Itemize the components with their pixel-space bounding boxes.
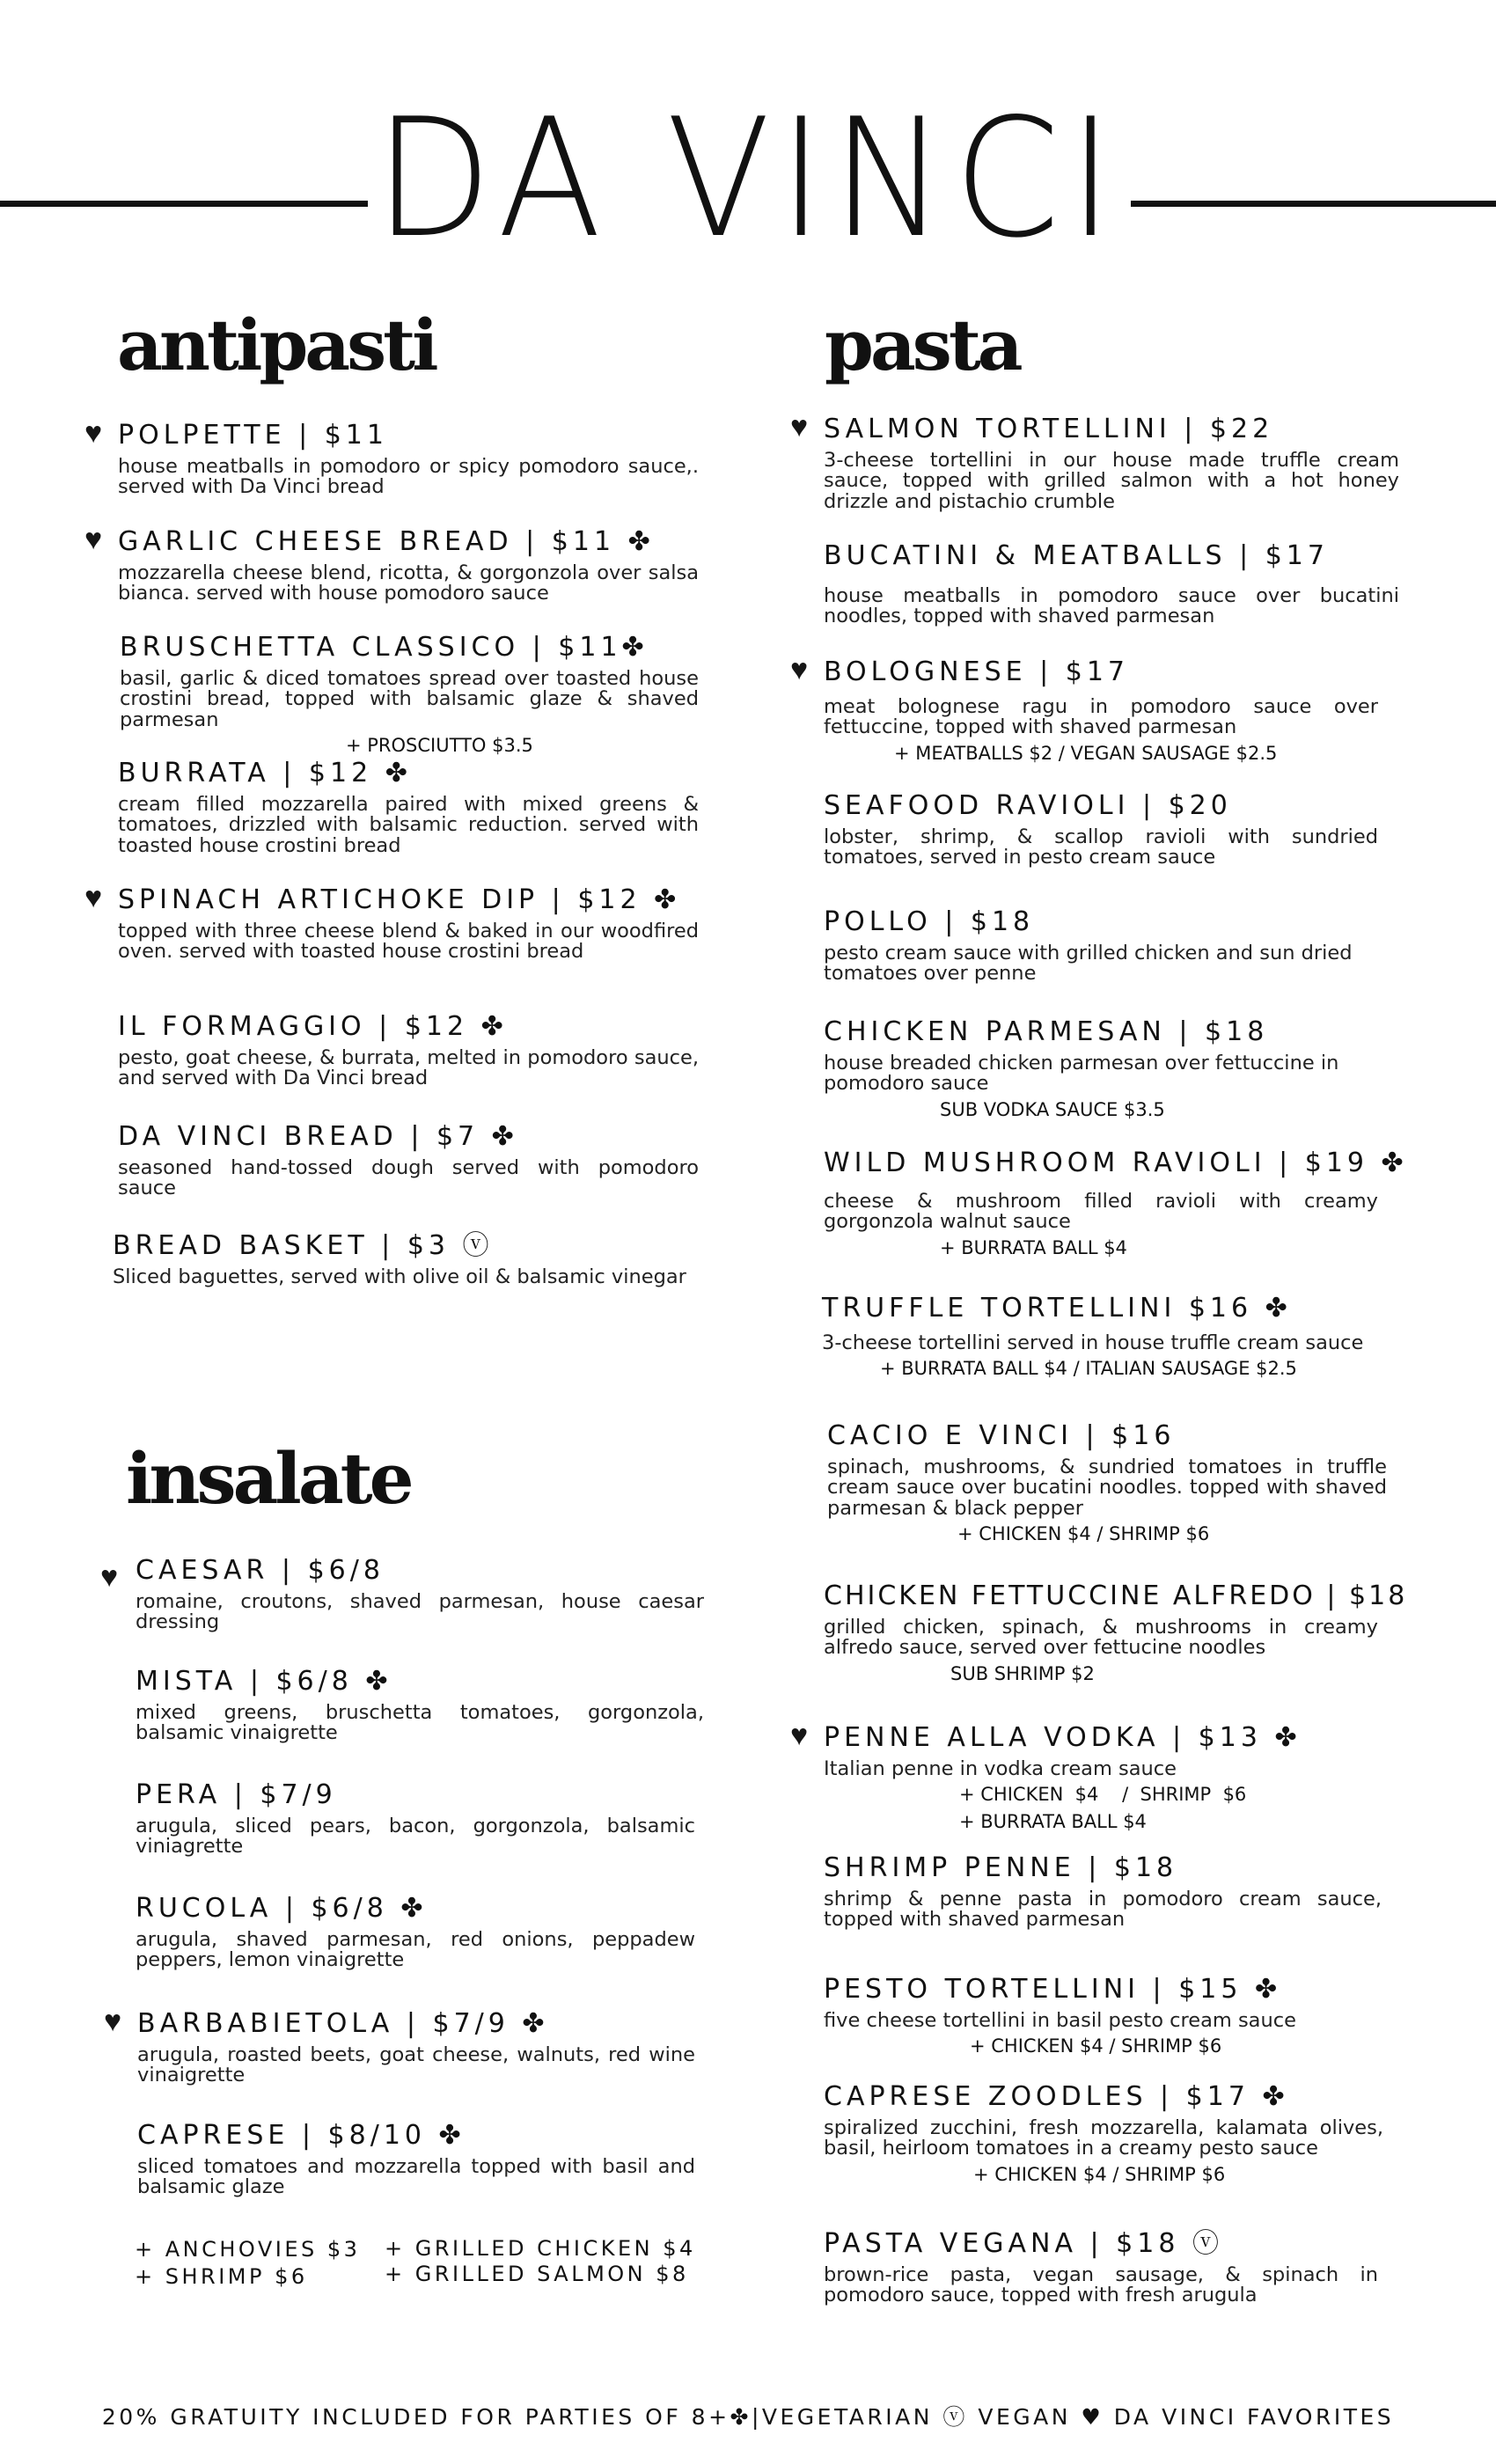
item-addon: + PROSCIUTTO $3.5 [346, 735, 533, 757]
item-description: brown-rice pasta, vegan sausage, & spinach in pomodoro sauce, topped with fresh arugula [824, 2262, 1378, 2307]
item-name: TRUFFLE TORTELLINI $16 ✤ [822, 1293, 1292, 1324]
item-name: CAPRESE ZOODLES | $17 ✤ [824, 2081, 1289, 2112]
favorite-heart-icon: ♥ [790, 654, 809, 686]
menu-item [790, 654, 1378, 766]
favorite-heart-icon: ♥ [84, 524, 103, 556]
item-name: CHICKEN PARMESAN | $18 [824, 1016, 1269, 1047]
item-name: WILD MUSHROOM RAVIOLI | $19 ✤ [824, 1148, 1408, 1178]
menu-item [100, 1555, 704, 1634]
menu-item [824, 1975, 1378, 2058]
item-description: lobster, shrimp, & scallop ravioli with sundried tomatoes, served in pesto cream sauce [824, 825, 1378, 869]
item-description: basil, garlic & diced tomatoes spread over toasted house crostini bread, topped with balsamic glaze & shaved parmesan [120, 666, 699, 731]
section-title-insalate: insalate [126, 1437, 411, 1520]
favorite-heart-icon: ♥ [100, 1561, 119, 1594]
item-addon: + BURRATA BALL $4 / ITALIAN SAUSAGE $2.5 [880, 1358, 1297, 1380]
item-name: BURRATA | $12 ✤ [118, 758, 412, 788]
item-description: meat bolognese ragu in pomodoro sauce over fettuccine, topped with shaved parmesan [824, 694, 1378, 739]
menu-item [136, 1780, 695, 1858]
item-description: house breaded chicken parmesan over fettuccine in pomodoro sauce [824, 1051, 1339, 1096]
item-description: pesto cream sauce with grilled chicken and sun dried tomatoes over penne [824, 941, 1353, 986]
menu-item [84, 524, 699, 605]
item-name: GARLIC CHEESE BREAD | $11 ✤ [118, 526, 655, 557]
item-description: arugula, sliced pears, bacon, gorgonzola, balsamic viniagrette [136, 1814, 695, 1859]
item-name: POLPETTE | $11 [118, 420, 388, 451]
item-addon: SUB VODKA SAUCE $3.5 [940, 1098, 1165, 1120]
menu-item [84, 417, 699, 499]
salad-extras-left [135, 2236, 360, 2291]
item-description: cheese & mushroom filled ravioli with creamy gorgonzola walnut sauce [824, 1189, 1378, 1234]
favorite-heart-icon: ♥ [790, 1720, 809, 1752]
restaurant-title: DA VINCI [374, 83, 1122, 274]
menu-item [104, 2006, 695, 2087]
item-addon: + BURRATA BALL $4 [959, 1811, 1147, 1833]
item-description: 3-cheese tortellini served in house truffle cream sauce [822, 1331, 1364, 1354]
menu-item [824, 2082, 1383, 2187]
item-description: cream filled mozzarella paired with mixed greens & tomatoes, drizzled with balsamic reduction. served with toasted house crostini bread [118, 792, 699, 857]
menu-item [136, 1667, 704, 1744]
item-addon: + CHICKEN $4 / SHRIMP $6 [959, 1784, 1247, 1806]
item-description: sliced tomatoes and mozzarella topped with basil and balsamic glaze [137, 2154, 695, 2199]
item-name: CAESAR | $6/8 [136, 1555, 385, 1586]
salad-extras-right [385, 2236, 696, 2287]
menu-item [790, 411, 1399, 513]
item-description: five cheese tortellini in basil pesto cream sauce [824, 2008, 1296, 2032]
item-description: seasoned hand-tossed dough served with pomodoro sauce [118, 1155, 699, 1200]
item-description: house meatballs in pomodoro or spicy pomodoro sauce,. served with Da Vinci bread [118, 454, 699, 499]
section-title-pasta: pasta [825, 304, 1020, 386]
item-name: BREAD BASKET | $3 ⓥ [113, 1230, 494, 1261]
item-name: MISTA | $6/8 ✤ [136, 1666, 392, 1697]
item-description: spinach, mushrooms, & sundried tomatoes in truffle cream sauce over bucatini noodles. topped with shaved parmesan & black pepper [827, 1455, 1387, 1520]
item-description: arugula, roasted beets, goat cheese, walnuts, red wine vinaigrette [137, 2042, 695, 2087]
item-name: BRUSCHETTA CLASSICO | $11✤ [120, 632, 649, 663]
menu-item [824, 1017, 1378, 1122]
item-addon: SUB SHRIMP $2 [950, 1662, 1095, 1684]
item-name: DA VINCI BREAD | $7 ✤ [118, 1121, 518, 1152]
item-description: shrimp & penne pasta in pomodoro cream sauce, topped with shaved parmesan [824, 1887, 1382, 1932]
item-addon: + MEATBALLS $2 / VEGAN SAUSAGE $2.5 [894, 742, 1278, 764]
favorite-heart-icon: ♥ [84, 417, 103, 450]
menu-item [824, 1580, 1408, 1686]
item-name: BARBABIETOLA | $7/9 ✤ [137, 2008, 549, 2039]
menu-item [824, 791, 1378, 869]
menu-item [113, 1231, 720, 1287]
item-addon: + CHICKEN $4 / SHRIMP $6 [970, 2035, 1222, 2057]
favorite-heart-icon: ♥ [84, 882, 103, 914]
item-addon: + BURRATA BALL $4 [940, 1236, 1127, 1258]
favorite-heart-icon: ♥ [104, 2006, 122, 2038]
menu-item [824, 907, 1399, 985]
item-addon: + CHICKEN $4 / SHRIMP $6 [973, 2163, 1226, 2185]
item-name: BOLOGNESE | $17 [824, 656, 1130, 687]
item-description: mozzarella cheese blend, ricotta, & gorgonzola over salsa bianca. served with house pomodoro sauce [118, 561, 699, 605]
item-name: POLLO | $18 [824, 906, 1035, 937]
item-name: SEAFOOD RAVIOLI | $20 [824, 790, 1232, 821]
extra-shrimp: + SHRIMP $6 [135, 2264, 308, 2290]
item-description: romaine, croutons, shaved parmesan, house caesar dressing [136, 1589, 704, 1634]
item-description: house meatballs in pomodoro sauce over bucatini noodles, topped with shaved parmesan [824, 583, 1399, 628]
item-addon: + CHICKEN $4 / SHRIMP $6 [957, 1523, 1210, 1545]
menu-item [137, 2121, 695, 2198]
item-description: Sliced baguettes, served with olive oil & balsamic vinegar [113, 1265, 686, 1288]
menu-item [118, 1012, 699, 1089]
item-name: CACIO E VINCI | $16 [827, 1420, 1176, 1451]
item-name: SHRIMP PENNE | $18 [824, 1852, 1178, 1883]
menu-item [118, 759, 699, 856]
item-description: mixed greens, bruschetta tomatoes, gorgonzola, balsamic vinaigrette [136, 1700, 704, 1745]
menu-item [118, 1122, 699, 1199]
menu-item [824, 1853, 1382, 1931]
item-description: grilled chicken, spinach, & mushrooms in creamy alfredo sauce, served over fettucine noodles [824, 1615, 1378, 1660]
menu-item [120, 633, 699, 759]
item-description: Italian penne in vodka cream sauce [824, 1756, 1177, 1780]
item-name: SALMON TORTELLINI | $22 [824, 414, 1274, 444]
item-name: PESTO TORTELLINI | $15 ✤ [824, 1974, 1282, 2005]
item-description: 3-cheese tortellini in our house made truffle cream sauce, topped with grilled salmon with a hot honey drizzle and pistachio crumble [824, 448, 1399, 513]
section-title-antipasti: antipasti [117, 304, 436, 386]
menu-item [136, 1894, 695, 1971]
extra-grilled-chicken: + GRILLED CHICKEN $4 [385, 2236, 696, 2261]
item-name: PERA | $7/9 [136, 1779, 337, 1810]
extra-anchovies: + ANCHOVIES $3 [135, 2237, 361, 2262]
item-name: SPINACH ARTICHOKE DIP | $12 ✤ [118, 884, 681, 915]
item-name: PASTA VEGANA | $18 ⓥ [824, 2228, 1223, 2259]
item-description: topped with three cheese blend & baked in our woodfired oven. served with toasted house crostini bread [118, 919, 699, 964]
menu-item [84, 882, 699, 964]
item-description: arugula, shaved parmesan, red onions, peppadew peppers, lemon vinaigrette [136, 1927, 695, 1972]
item-description: pesto, goat cheese, & burrata, melted in pomodoro sauce, and served with Da Vinci bread [118, 1045, 699, 1090]
favorite-heart-icon: ♥ [790, 411, 809, 444]
item-name: PENNE ALLA VODKA | $13 ✤ [824, 1722, 1302, 1753]
item-name: IL FORMAGGIO | $12 ✤ [118, 1011, 508, 1042]
menu-item [822, 1294, 1378, 1381]
item-name: CHICKEN FETTUCCINE ALFREDO | $18 [824, 1580, 1408, 1611]
item-name: RUCOLA | $6/8 ✤ [136, 1893, 428, 1924]
item-description: spiralized zucchini, fresh mozzarella, kalamata olives, basil, heirloom tomatoes in a creamy pesto sauce [824, 2116, 1383, 2160]
item-name: BUCATINI & MEATBALLS | $17 [824, 540, 1329, 571]
item-name: CAPRESE | $8/10 ✤ [137, 2120, 466, 2151]
menu-item [824, 1148, 1408, 1260]
menu-item [824, 2229, 1378, 2306]
menu-footer-legend: 20% GRATUITY INCLUDED FOR PARTIES OF 8+✤|VEGETARIAN ⓥ VEGAN ♥ DA VINCI FAVORITES [101, 2404, 1395, 2430]
menu-item [790, 1720, 1378, 1835]
menu-item [827, 1421, 1387, 1547]
menu-item [824, 541, 1399, 627]
extra-grilled-salmon: + GRILLED SALMON $8 [385, 2261, 689, 2286]
